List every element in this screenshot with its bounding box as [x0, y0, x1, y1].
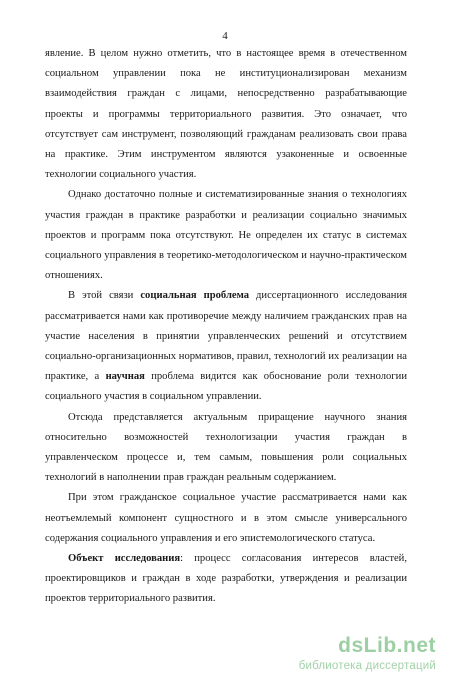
watermark-logo: dsLib.net	[338, 634, 436, 657]
paragraph	[45, 286, 407, 407]
paragraph-text: диссертационного исследования рассматривается нами как противоречие между наличием гражданских прав на участие населения в принятии управленческих решений и отсутствием социально-организационных нормативов, правил, технологий их реализации на практике, а	[45, 290, 407, 383]
paragraph-text: Отсюда представляется актуальным приращение научного знания относительно возможностей технологизации участия граждан в управленческом процессе и, тем самым, повышения роли социальных технологий в наполнении прав граждан реальным содержанием.	[45, 411, 407, 484]
paragraph	[45, 44, 407, 185]
watermark-tagline: библиотека диссертаций	[298, 660, 436, 672]
bold-term: социальная проблема	[140, 290, 250, 302]
paragraph-text: : процесс согласования интересов властей, проектировщиков и граждан в ходе разработки, утверждения и реализации проектов территориального развития.	[45, 553, 407, 605]
paragraph-text: В этой связи	[68, 290, 141, 302]
page-number: 4	[222, 30, 228, 42]
paragraph-text: При этом гражданское социальное участие рассматривается нами как неотъемлемый компонент сущностного и в этом смысле универсального содержания социального управления и его эпистемологического статуса.	[45, 492, 407, 544]
paragraph	[45, 549, 407, 610]
paragraph-text: проблема видится как обоснование роли технологии социального участия в социальном управлении.	[45, 371, 407, 403]
document-body	[45, 44, 407, 610]
paragraph	[45, 488, 407, 549]
paragraph-text: явление. В целом нужно отметить, что в настоящее время в отечественном социальном управлении пока не институционализирован механизм взаимодействия граждан с лицами, непосредственно разрабатывающие проекты и программы территориального развития. Это означает, что отсутствует сам инструмент, позволяющий гражданам реализовать свои права на практике. Этим инструментом являются узаконенные и освоенные технологии социального участия.	[45, 48, 407, 181]
paragraph-text: Однако достаточно полные и систематизированные знания о технологиях участия граждан в практике разработки и реализации социально значимых проектов и программ пока отсутствуют. Не определен их статус в системах социального управления в теоретико-методологическом и научно-практическом отношениях.	[45, 189, 407, 282]
bold-term: научная	[105, 371, 145, 383]
watermark	[286, 634, 436, 678]
paragraph	[45, 408, 407, 489]
bold-term: Объект исследования	[68, 553, 181, 565]
paragraph	[45, 185, 407, 286]
